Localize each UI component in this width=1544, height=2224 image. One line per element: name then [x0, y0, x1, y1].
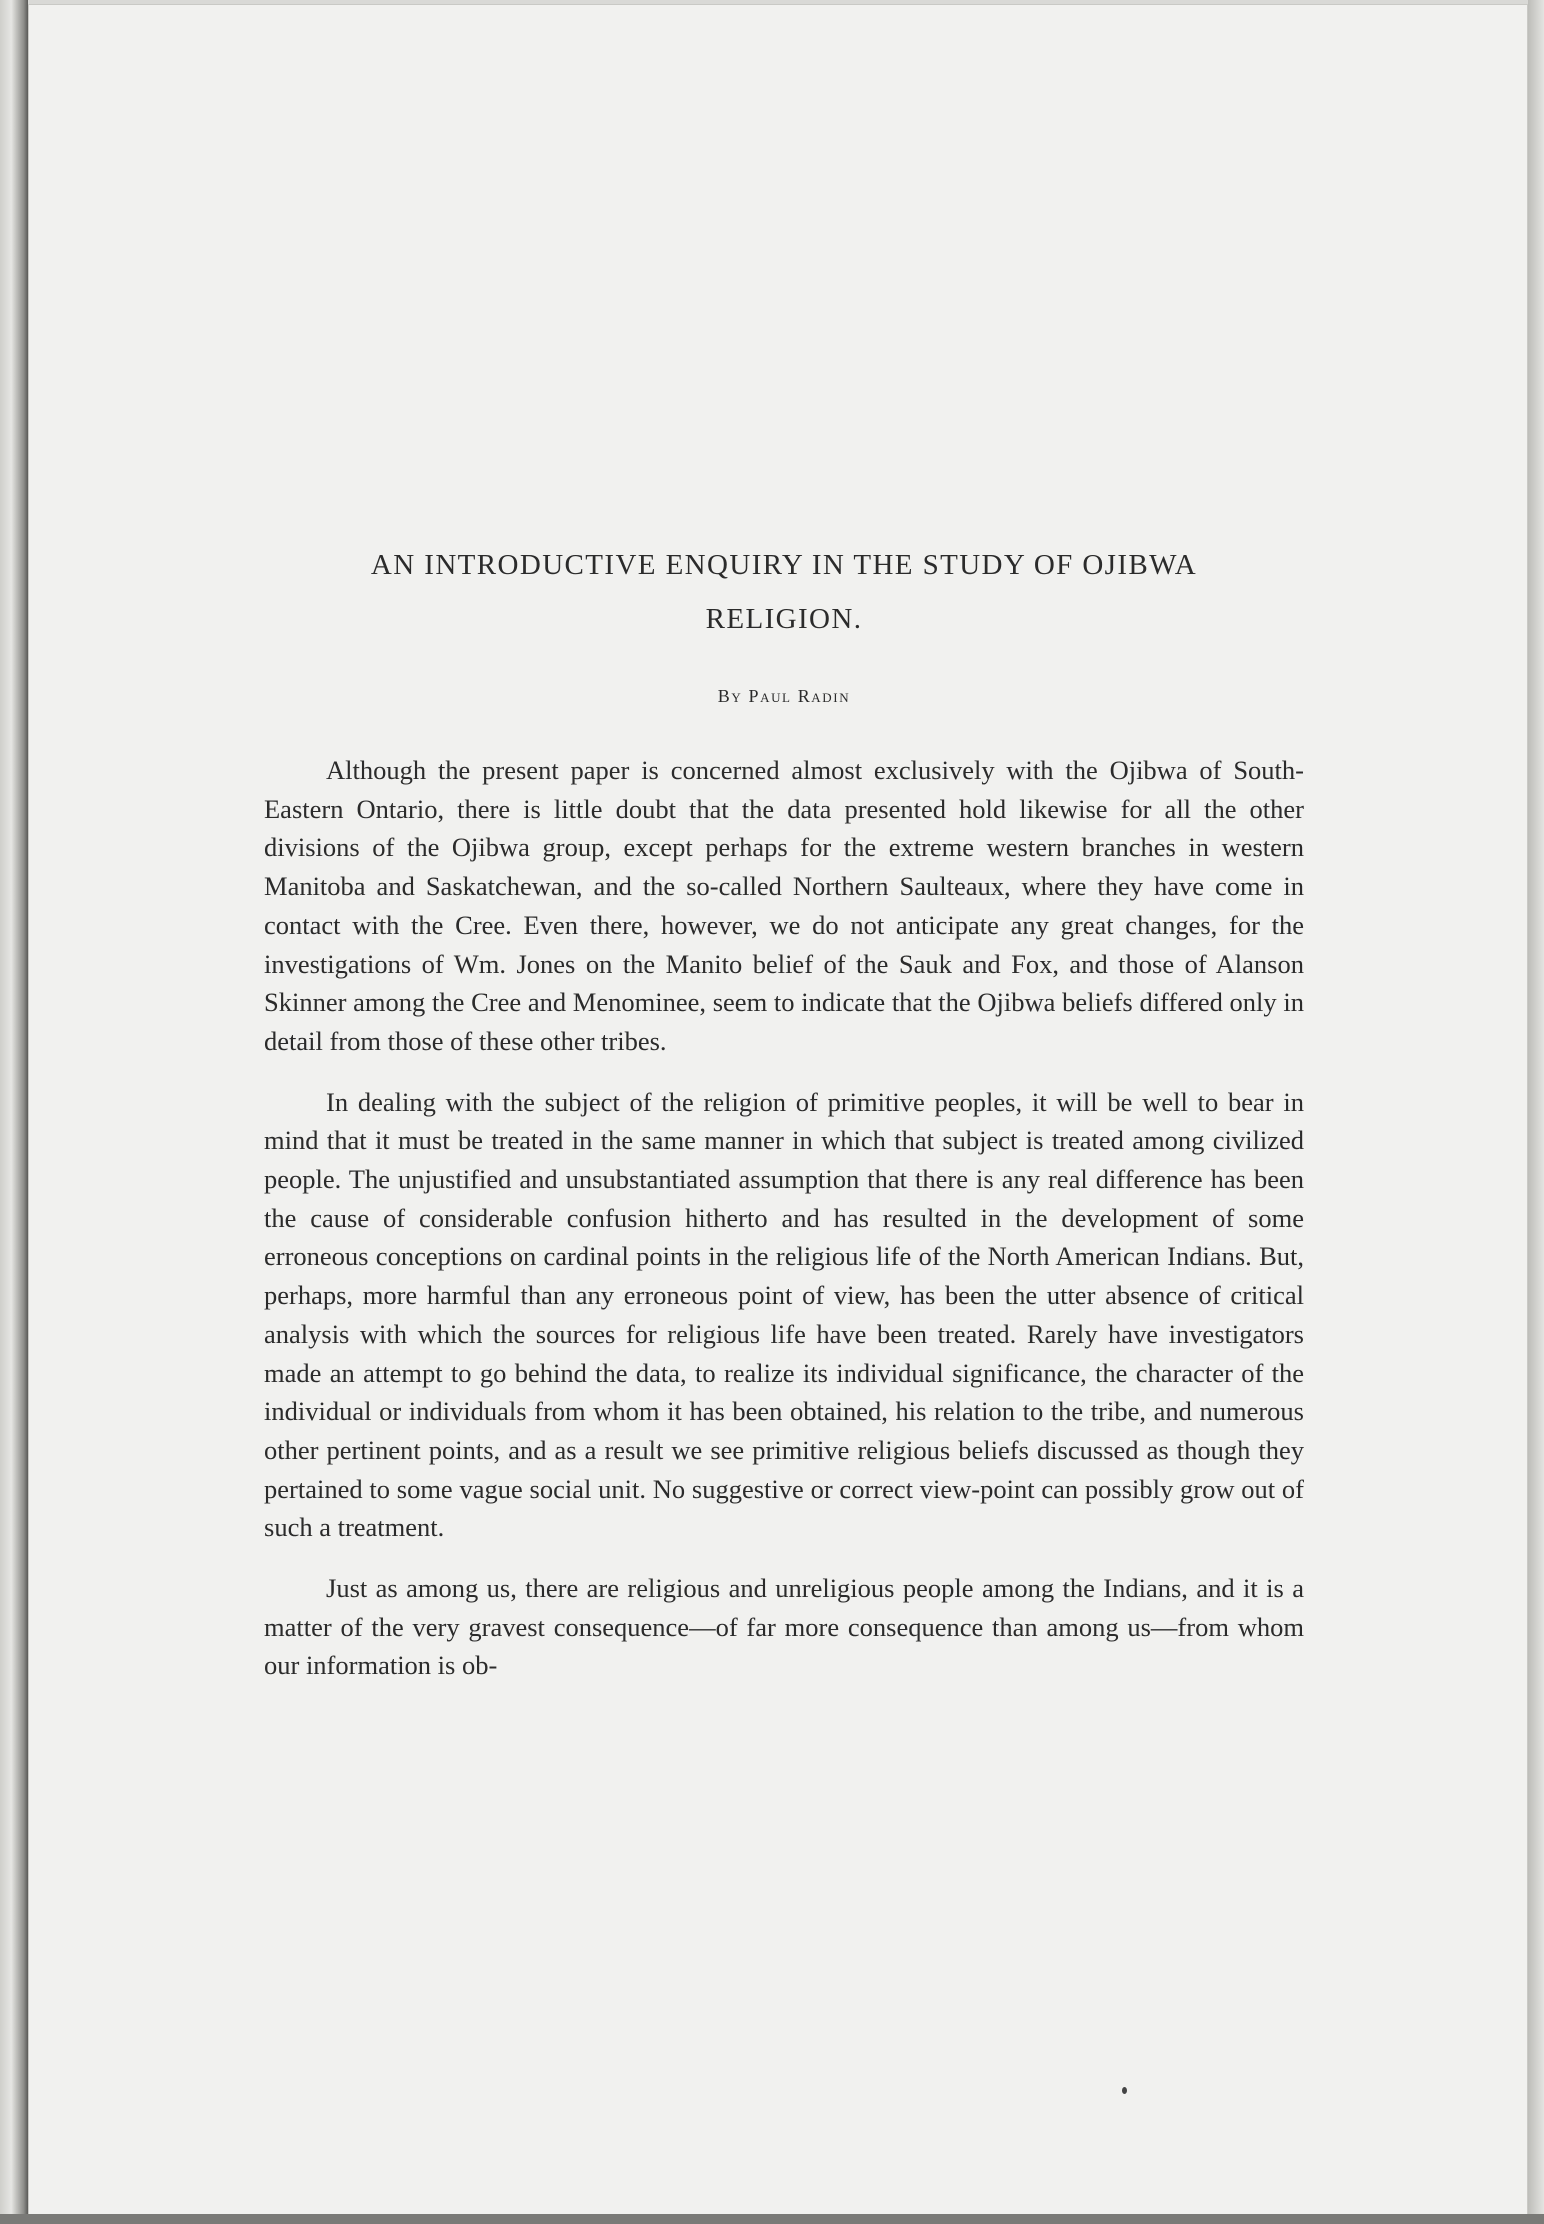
page-bottom-edge — [0, 2214, 1544, 2224]
page-right-edge — [1528, 0, 1544, 2224]
paragraph-2: In dealing with the subject of the religion of primitive peoples, it will be well to bear in mind that it must be treated in the same manner in which that subject is treated among civilized people. The unjustified and unsubstantiated assumption that there is any real difference has been the cause of considerable confusion hitherto and has resulted in the development of some erroneous conceptions on cardinal points in the religious life of the North American Indians. But, perhaps, more harmful than any erroneous point of view, has been the utter absence of critical analysis with which the sources for religious life have been treated. Rarely have investigators made an attempt to go behind the data, to realize its individual significance, the character of the individual or individuals from whom it has been obtained, his relation to the tribe, and numerous other pertinent points, and as a result we see primitive religious beliefs discussed as though they pertained to some vague social unit. No suggestive or correct view-point can possibly grow out of such a treatment. — [264, 1086, 1304, 1543]
title-line-2: RELIGION. — [705, 603, 863, 635]
paragraph-1: Although the present paper is concerned almost exclusively with the Ojibwa of South-Eastern Ontario, there is little doubt that the data presented hold likewise for all the other divisions of the Ojibwa group, except perhaps for the extreme western branches in western Manitoba and Saskatchewan, and the so-called Northern Saulteaux, where they have come in contact with the Cree. Even there, however, we do not anticipate any great changes, for the investigations of Wm. Jones on the Manito belief of the Sauk and Fox, and those of Alanson Skinner among the Cree and Menominee, seem to indicate that the Ojibwa beliefs differed only in detail from those of these other tribes. — [264, 755, 1304, 1056]
author-byline: By Paul Radin — [717, 686, 851, 706]
document-body — [264, 538, 1304, 1707]
scan-speck — [1122, 2087, 1127, 2094]
paragraph-3: Just as among us, there are religious and unreligious people among the Indians, and it is a matter of the very gravest consequence—of far more consequence than among us—from whom our information is ob- — [264, 1573, 1304, 1681]
page-binding-shadow — [0, 0, 28, 2224]
document-title — [264, 538, 1304, 646]
title-line-1: AN INTRODUCTIVE ENQUIRY IN THE STUDY OF OJIBWA — [370, 549, 1198, 581]
